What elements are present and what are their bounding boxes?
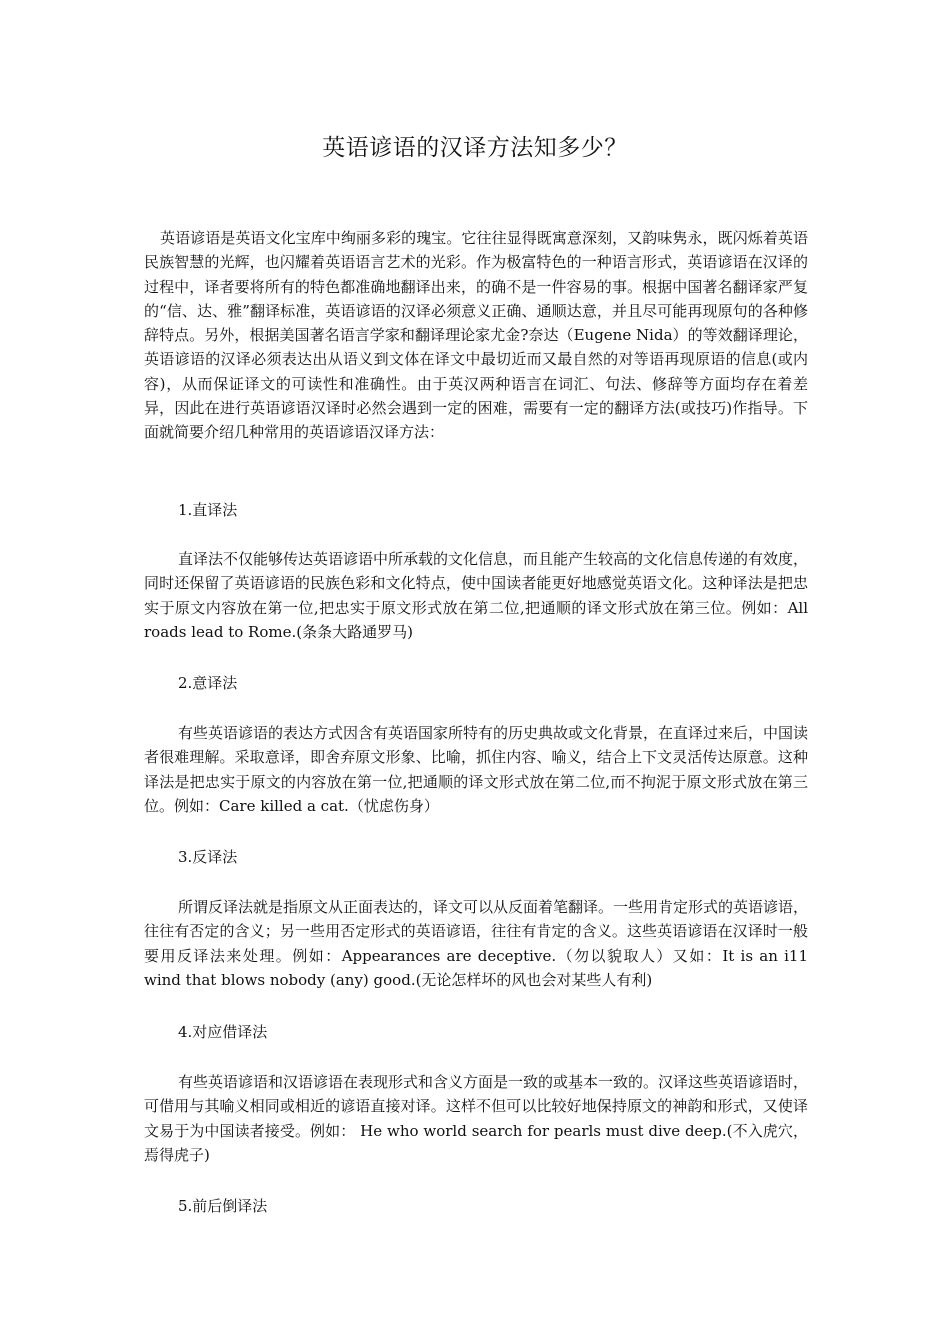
section-body-1: 直译法不仅能够传达英语谚语中所承载的文化信息，而且能产生较高的文化信息传递的有效度，同时还保留了英语谚语的民族色彩和文化特点，使中国读者能更好地感觉英语文化。这种译法是把忠实于原文内容放在第一位,把忠实于原文形式放在第二位,把通顺的译文形式放在第三位。例如：All roads lead to Rome.(条条大路通罗马) — [144, 550, 809, 641]
section-heading-4: 4.对应借译法 — [178, 1023, 268, 1041]
section-heading-3: 3.反译法 — [178, 848, 238, 866]
section-heading-2: 2.意译法 — [178, 674, 238, 692]
document-title: 英语谚语的汉译方法知多少？ — [322, 135, 628, 161]
section-body-3: 所谓反译法就是指原文从正面表达的，译文可以从反面着笔翻译。一些用肯定形式的英语谚语，往往有否定的含义；另一些用否定形式的英语谚语，往往有肯定的含义。这些英语谚语在汉译时一般要用反译法来处理。例如：Appearances are deceptive.（勿以貌取人）又如：It is an i11 wind that blows nobody (any) good.(无论怎样坏的风也会对某些人有利) — [144, 898, 809, 989]
section-body-4: 有些英语谚语和汉语谚语在表现形式和含义方面是一致的或基本一致的。汉译这些英语谚语时，可借用与其喻义相同或相近的谚语直接对译。这样不但可以比较好地保持原文的神韵和形式，又使译文易于为中国读者接受。例如： He who world search for pearls must dive deep.(不入虎穴，焉得虎子) — [144, 1073, 809, 1164]
intro-paragraph: 英语谚语是英语文化宝库中绚丽多彩的瑰宝。它往往显得既寓意深刻，又韵味隽永，既闪烁着英语民族智慧的光辉，也闪耀着英语语言艺术的光彩。作为极富特色的一种语言形式，英语谚语在汉译的过程中，译者要将所有的特色都准确地翻译出来，的确不是一件容易的事。根据中国著名翻译家严复的“信、达、雅”翻译标准，英语谚语的汉译必须意义正确、通顺达意，并且尽可能再现原句的各种修辞特点。另外，根据美国著名语言学家和翻译理论家尤金?奈达（Eugene Nida）的等效翻译理论，英语谚语的汉译必须表达出从语义到文体在译文中最切近而又最自然的对等语再现原语的信息(或内容)，从而保证译文的可读性和准确性。由于英汉两种语言在词汇、句法、修辞等方面均存在着差异，因此在进行英语谚语汉译时必然会遇到一定的困难，需要有一定的翻译方法(或技巧)作指导。下面就简要介绍几种常用的英语谚语汉译方法： — [144, 229, 808, 442]
section-heading-5: 5.前后倒译法 — [178, 1197, 268, 1215]
section-heading-1: 1.直译法 — [178, 501, 238, 519]
section-body-2: 有些英语谚语的表达方式因含有英语国家所特有的历史典故或文化背景，在直译过来后，中国读者很难理解。采取意译，即舍弃原文形象、比喻，抓住内容、喻义，结合上下文灵活传达原意。这种译法是把忠实于原文的内容放在第一位,把通顺的译文形式放在第二位,而不拘泥于原文形式放在第三位。例如：Care killed a cat.（忧虑伤身） — [144, 724, 809, 815]
